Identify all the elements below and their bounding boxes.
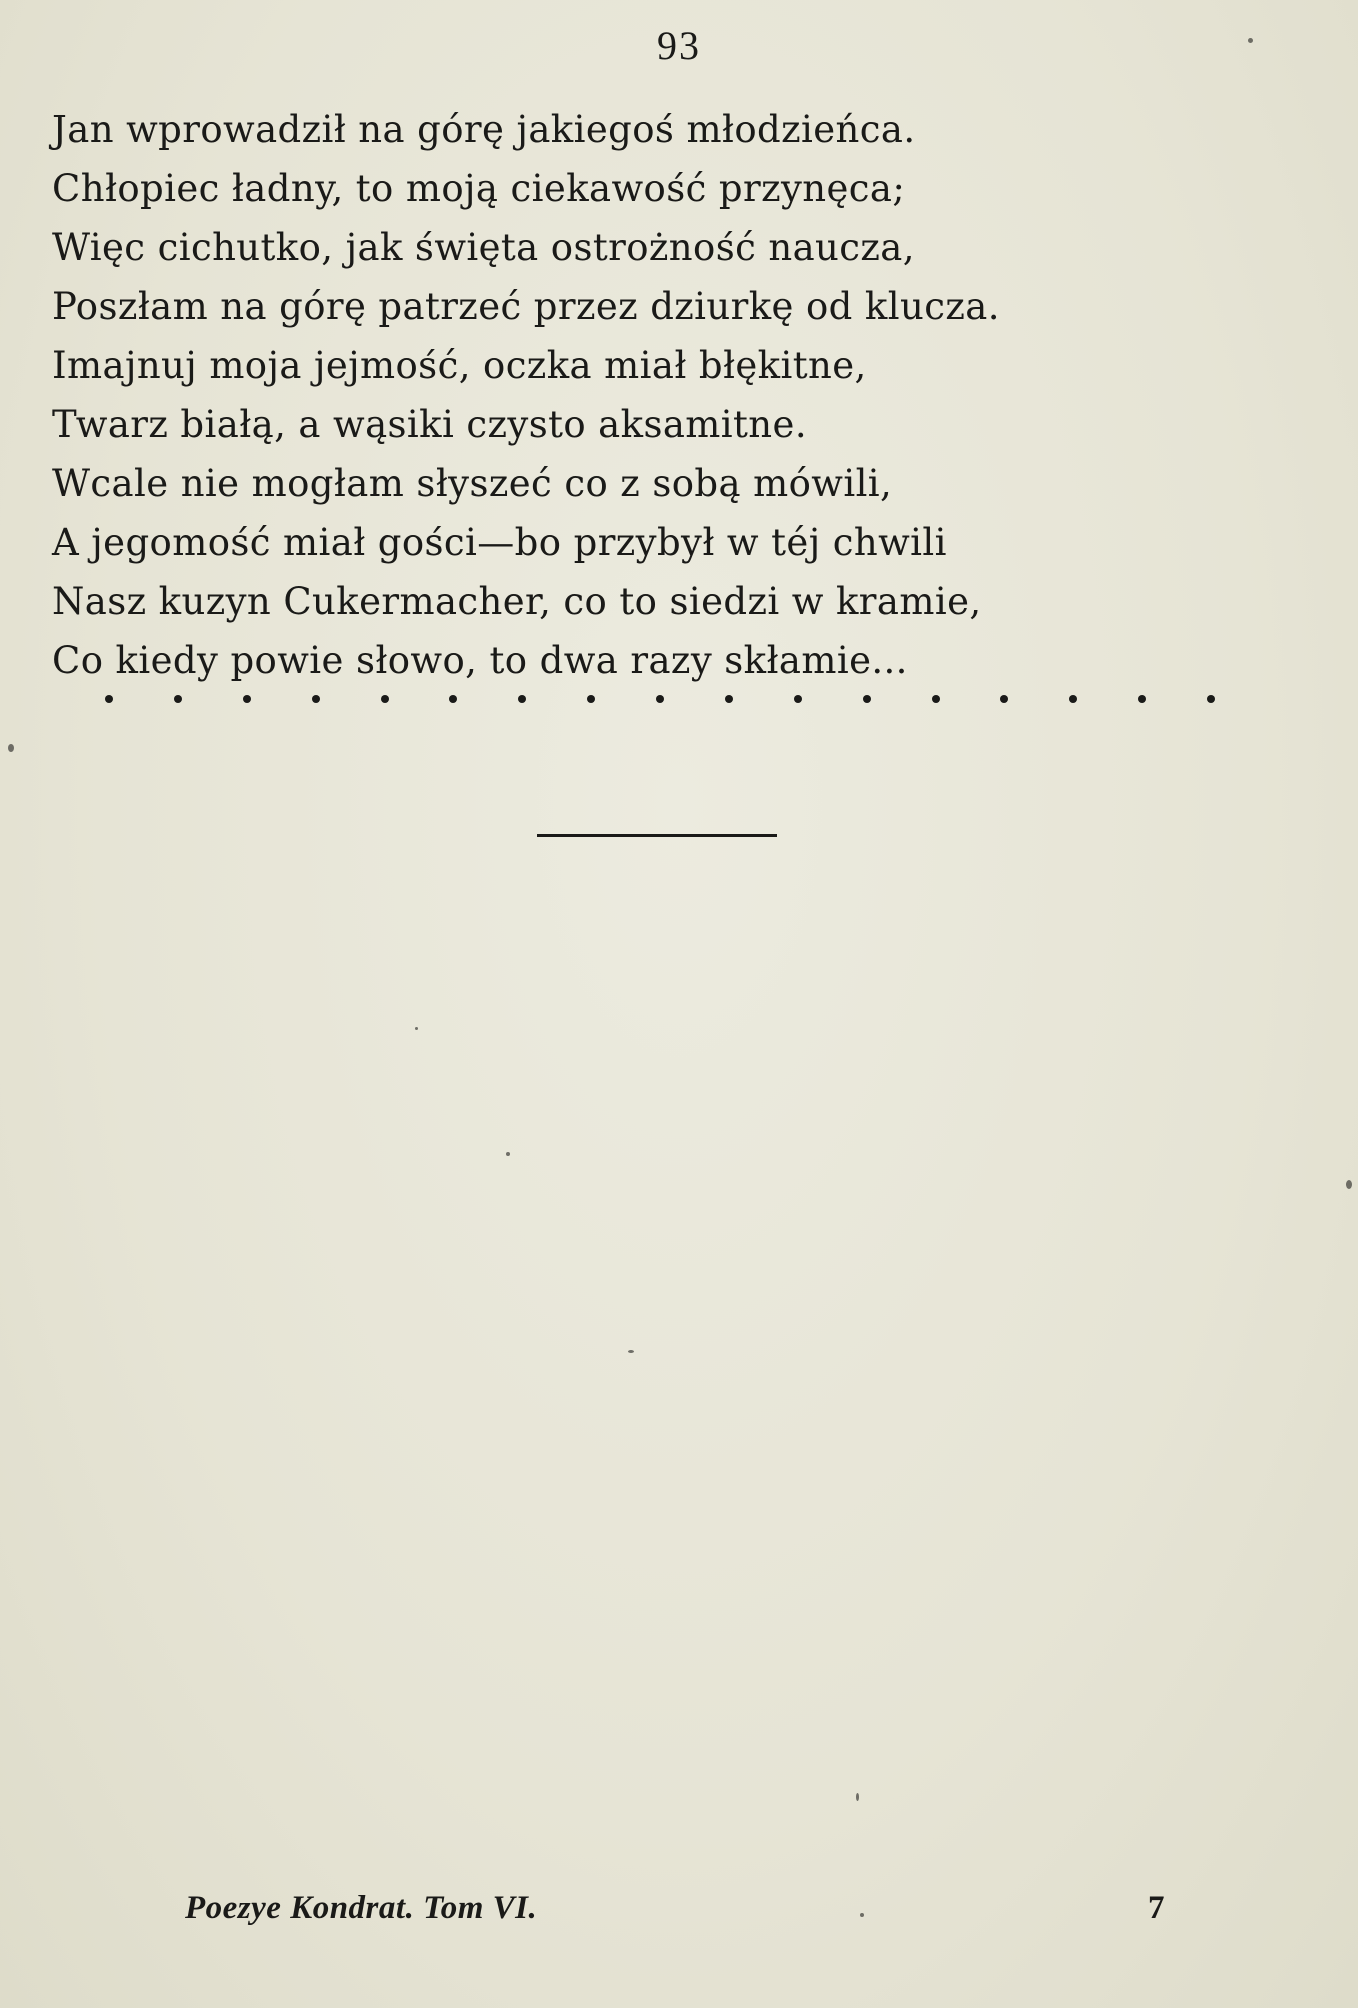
section-divider xyxy=(537,834,777,837)
ellipsis-dot xyxy=(243,695,251,703)
ellipsis-dot xyxy=(105,695,113,703)
page-number: 93 xyxy=(657,23,701,68)
ellipsis-dot xyxy=(1000,695,1008,703)
paper-speck xyxy=(860,1913,864,1917)
ellipsis-dot xyxy=(312,695,320,703)
verse-line: Jan wprowadził na górę jakiegoś młodzieńca. xyxy=(52,108,916,151)
paper-speck xyxy=(628,1350,634,1353)
poem-text xyxy=(52,100,1302,690)
ellipsis-dot xyxy=(1138,695,1146,703)
ellipsis-dot xyxy=(1069,695,1077,703)
ellipsis-dot xyxy=(1207,695,1215,703)
ellipsis-dot xyxy=(174,695,182,703)
verse-line: Chłopiec ładny, to moją ciekawość przynęca; xyxy=(52,167,906,210)
ellipsis-dot xyxy=(381,695,389,703)
ellipsis-dot xyxy=(863,695,871,703)
paper-speck xyxy=(8,744,14,752)
ellipsis-dot-row xyxy=(105,695,1215,703)
ellipsis-dot xyxy=(932,695,940,703)
ellipsis-dot xyxy=(656,695,664,703)
verse-line: A jegomość miał gości—bo przybył w téj chwili xyxy=(52,521,947,564)
ellipsis-dot xyxy=(449,695,457,703)
verse-line: Poszłam na górę patrzeć przez dziurkę od klucza. xyxy=(52,285,1000,328)
ellipsis-dot xyxy=(725,695,733,703)
paper-speck xyxy=(1248,38,1253,43)
verse-line: Nasz kuzyn Cukermacher, co to siedzi w kramie, xyxy=(52,580,982,623)
ellipsis-dot xyxy=(518,695,526,703)
verse-line: Co kiedy powie słowo, to dwa razy skłamie... xyxy=(52,639,908,682)
paper-speck xyxy=(506,1152,510,1156)
verse-line: Imajnuj moja jejmość, oczka miał błękitne, xyxy=(52,344,867,387)
paper-speck xyxy=(1346,1180,1352,1189)
paper-speck xyxy=(856,1793,859,1801)
ellipsis-dot xyxy=(794,695,802,703)
verse-line: Twarz białą, a wąsiki czysto aksamitne. xyxy=(52,403,807,446)
paper-speck xyxy=(415,1027,418,1030)
footer-sheet-number: 7 xyxy=(1148,1890,1165,1926)
verse-line: Więc cichutko, jak święta ostrożność naucza, xyxy=(52,226,915,269)
footer-signature: Poezye Kondrat. Tom VI. xyxy=(185,1890,538,1926)
verse-line: Wcale nie mogłam słyszeć co z sobą mówili, xyxy=(52,462,893,505)
ellipsis-dot xyxy=(587,695,595,703)
